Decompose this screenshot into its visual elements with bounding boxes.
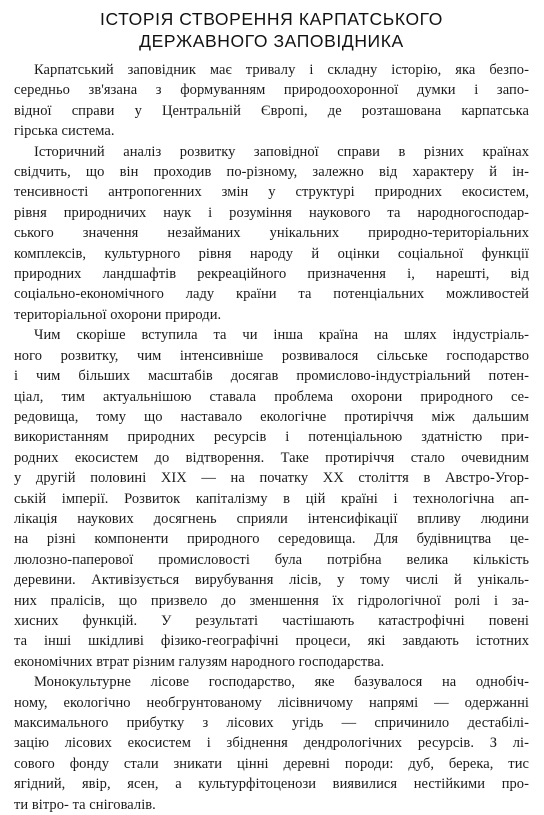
- text-line: територіальної охорони природи.: [14, 306, 222, 323]
- document-page: [14, 8, 529, 815]
- text-line: редовища, тому що наставало екологічне протиріччя між дальшим: [14, 408, 529, 425]
- text-line: комплексів, культурного рівня народу й оцінки соціальної функції: [14, 245, 529, 262]
- text-line: Історичний аналіз розвитку заповідної справи в різних країнах: [34, 143, 529, 160]
- text-line: використанням природних ресурсів і потенціальною здатністю при-: [14, 429, 529, 446]
- text-line: відної справи у Центральній Європі, де розташована карпатська: [14, 102, 529, 119]
- text-line: ціал, тим актуальнішою ставала проблема охорони природного се-: [14, 388, 529, 405]
- text-line: сового фонду стали зникати цінні деревні породи: дуб, берека, тис: [14, 755, 529, 772]
- text-line: тенсивності антропогенних змін у структурі природних екосистем,: [14, 184, 529, 201]
- text-line: і чим більших масштабів досягав промислово-індустріальний потен-: [14, 368, 529, 385]
- text-line: середньо зв'язана з формуванням природоохоронної думки і запо-: [14, 82, 529, 99]
- text-line: Карпатський заповідник має тривалу і складну історію, яка безпо-: [34, 62, 529, 78]
- text-line: ти вітро- та сніговалів.: [14, 796, 156, 813]
- title-line-1: ІСТОРІЯ СТВОРЕННЯ КАРПАТСЬКОГО: [100, 9, 443, 29]
- text-line: на різні компоненти природного середовища. Для будівництва це-: [14, 531, 529, 548]
- paragraph: [14, 142, 529, 326]
- text-line: природних ландшафтів рекреаційного призначення і, нарешті, від: [14, 266, 529, 283]
- text-line: деревини. Активізується вирубування лісів, у тому числі й унікаль-: [14, 572, 529, 589]
- text-line: хисних функцій. У результаті частішають катастрофічні повені: [14, 612, 529, 629]
- paragraph: [14, 325, 529, 672]
- text-line: у другій половині XIX — на початку XX століття в Австро-Угор-: [14, 470, 529, 487]
- text-line: родних екосистем до відтворення. Таке протиріччя стало очевидним: [14, 449, 529, 466]
- text-line: ного розвитку, чим інтенсивніше розвивалося сільське господарство: [14, 347, 529, 364]
- text-line: зацію лісових екосистем і збіднення дендрологічних ресурсів. З лі-: [14, 735, 529, 752]
- text-line: Монокультурне лісове господарство, яке базувалося на однобіч-: [34, 674, 529, 691]
- paragraph: [14, 60, 529, 142]
- text-line: гірська система.: [14, 123, 115, 140]
- document-body: [14, 60, 529, 815]
- text-line: Чим скоріше вступила та чи інша країна на шлях індустріаль-: [34, 327, 529, 344]
- text-line: максимального прибутку з лісових угідь — спричинило дестабілі-: [14, 715, 529, 731]
- text-line: ського значення незаймaних унікальних природно-територіальних: [14, 225, 529, 242]
- document-title: [14, 8, 529, 52]
- text-line: ному, екологічно необгрунтованому лісівничому напрямі — одержанні: [14, 694, 529, 711]
- text-line: та інші шкідливі фізико-географічні процеси, які завдають істотних: [14, 633, 529, 650]
- text-line: лікація наукових досягнень сприяли інтенсифікації впливу людини: [14, 510, 529, 527]
- title-line-2: ДЕРЖАВНОГО ЗАПОВІДНИКА: [139, 31, 404, 51]
- text-line: них пралісів, що призвело до зменшення їх гідрологічної ролі і за-: [14, 592, 529, 609]
- text-line: ягідний, явір, ясен, а культурфітоценози виявилися нестійкими про-: [14, 776, 529, 793]
- text-line: ській імперії. Розвиток капіталізму в цій країні і технологічна ап-: [14, 490, 529, 507]
- text-line: люлозно-паперової промисловості була потрібна велика кількість: [14, 551, 529, 568]
- text-line: свідчить, що він проходив по-різному, залежно від характеру й ін-: [14, 164, 529, 181]
- paragraph: [14, 672, 529, 815]
- text-line: економічних втрат різним галузям народного господарства.: [14, 653, 385, 670]
- text-line: соціально-економічного ладу країни та потенціальних можливостей: [14, 286, 529, 303]
- text-line: рівня природничих наук і розуміння наукового та народногосподар-: [14, 204, 529, 221]
